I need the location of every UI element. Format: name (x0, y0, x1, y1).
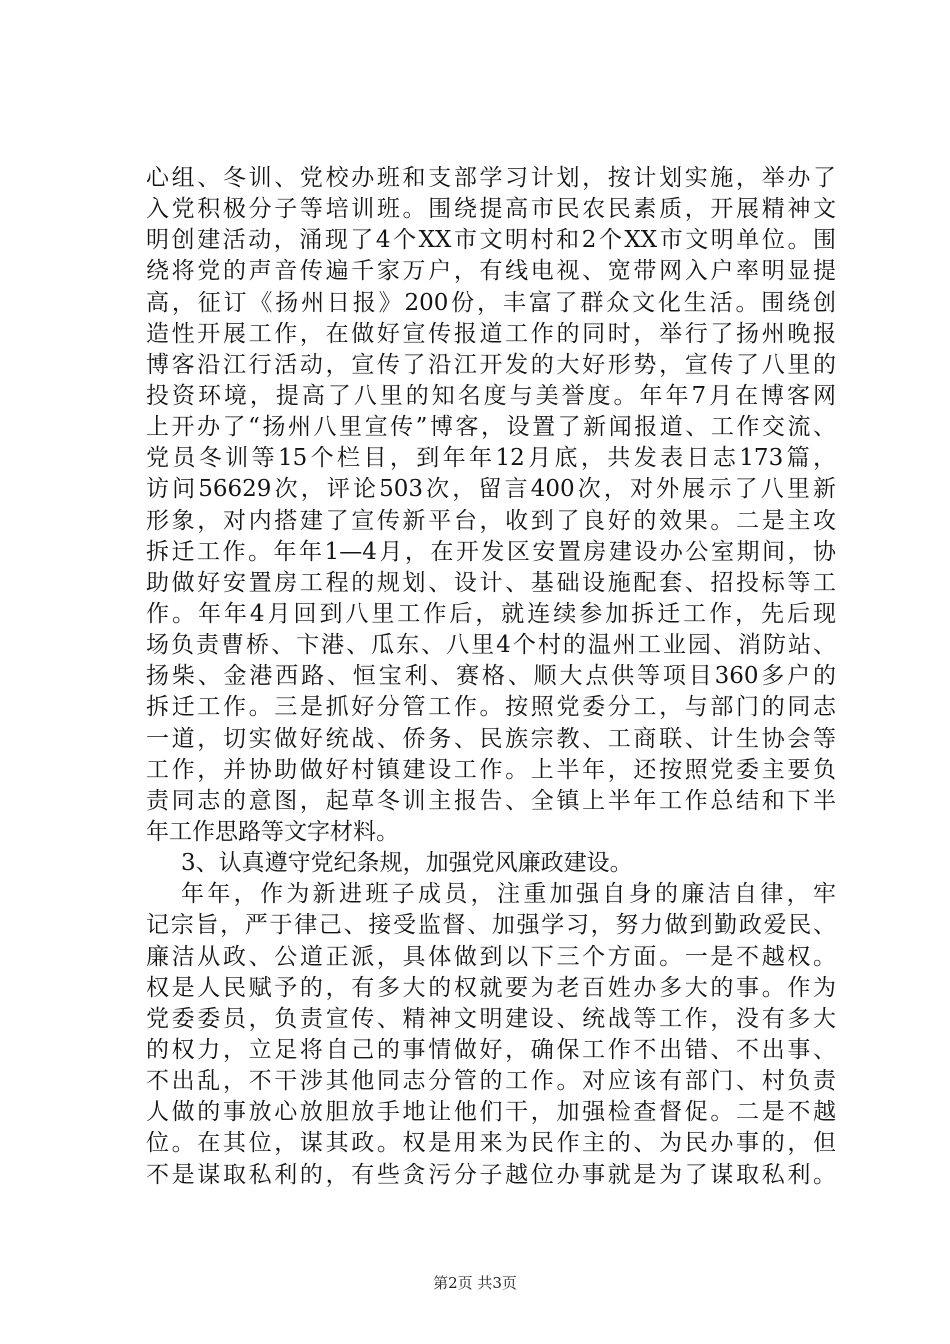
text-line: 助做好安置房工程的规划、设计、基础设施配套、招投标等工 (146, 569, 836, 596)
page-number-label: 第2页 共3页 (433, 1274, 517, 1292)
text-line: 不是谋取私利的，有些贪污分子越位办事就是为了谋取私利。 (146, 1161, 836, 1188)
text-line: 访问56629次，评论503次，留言400次，对外展示了八里新 (146, 476, 836, 503)
text-line: 上开办了“扬州八里宣传”博客，设置了新闻报道、工作交流、 (146, 414, 836, 441)
text-line: 权是人民赋予的，有多大的权就要为老百姓办多大的事。作为 (146, 974, 836, 1001)
text-line: 位。在其位，谋其政。权是用来为民作主的、为民办事的，但 (146, 1130, 836, 1157)
text-line: 投资环境，提高了八里的知名度与美誉度。年年7月在博客网 (146, 382, 836, 409)
text-line: 人做的事放心放胆放手地让他们干，加强检查督促。二是不越 (146, 1099, 836, 1126)
text-line: 博客沿江行活动，宣传了沿江开发的大好形势，宣传了八里的 (146, 351, 836, 378)
text-line: 拆迁工作。年年1—4月，在开发区安置房建设办公室期间，协 (146, 538, 836, 565)
text-line: 高，征订《扬州日报》200份，丰富了群众文化生活。围绕创 (146, 289, 836, 316)
text-line: 廉洁从政、公道正派，具体做到以下三个方面。一是不越权。 (146, 943, 836, 970)
text-line: 拆迁工作。三是抓好分管工作。按照党委分工，与部门的同志 (146, 694, 836, 721)
text-line: 造性开展工作，在做好宣传报道工作的同时，举行了扬州晚报 (146, 320, 836, 347)
text-line: 一道，切实做好统战、侨务、民族宗教、工商联、计生协会等 (146, 725, 836, 752)
body-text (146, 163, 836, 1191)
paragraph-start-line: 年年，作为新进班子成员，注重加强自身的廉洁自律，牢 (181, 881, 836, 908)
page-footer (0, 1272, 950, 1293)
text-line: 明创建活动，涌现了4个XX市文明村和2个XX市文明单位。围 (146, 227, 836, 254)
section-heading: 3、认真遵守党纪条规，加强党风廉政建设。 (181, 850, 633, 877)
text-line: 责同志的意图，起草冬训主报告、全镇上半年工作总结和下半 (146, 787, 836, 814)
text-line: 绕将党的声音传遍千家万户，有线电视、宽带网入户率明显提 (146, 258, 836, 285)
text-line: 入党积极分子等培训班。围绕提高市民农民素质，开展精神文 (146, 196, 836, 223)
text-line: 作。年年4月回到八里工作后，就连续参加拆迁工作，先后现 (146, 600, 836, 627)
text-line: 记宗旨，严于律己、接受监督、加强学习，努力做到勤政爱民、 (146, 912, 836, 939)
text-line: 扬柴、金港西路、恒宝利、赛格、顺大点供等项目360多户的 (146, 663, 836, 690)
text-line: 的权力，立足将自己的事情做好，确保工作不出错、不出事、 (146, 1036, 836, 1063)
text-line: 心组、冬训、党校办班和支部学习计划，按计划实施，举办了 (146, 165, 836, 191)
text-line: 工作，并协助做好村镇建设工作。上半年，还按照党委主要负 (146, 756, 836, 783)
paragraph-end-line: 年工作思路等文字材料。 (146, 818, 399, 845)
text-line: 不出乱，不干涉其他同志分管的工作。对应该有部门、村负责 (146, 1068, 836, 1095)
text-line: 场负责曹桥、卞港、瓜东、八里4个村的温州工业园、消防站、 (146, 632, 836, 659)
text-line: 党委委员，负责宣传、精神文明建设、统战等工作，没有多大 (146, 1005, 836, 1032)
text-line: 形象，对内搭建了宣传新平台，收到了良好的效果。二是主攻 (146, 507, 836, 534)
text-line: 党员冬训等15个栏目，到年年12月底，共发表日志173篇， (146, 445, 836, 472)
